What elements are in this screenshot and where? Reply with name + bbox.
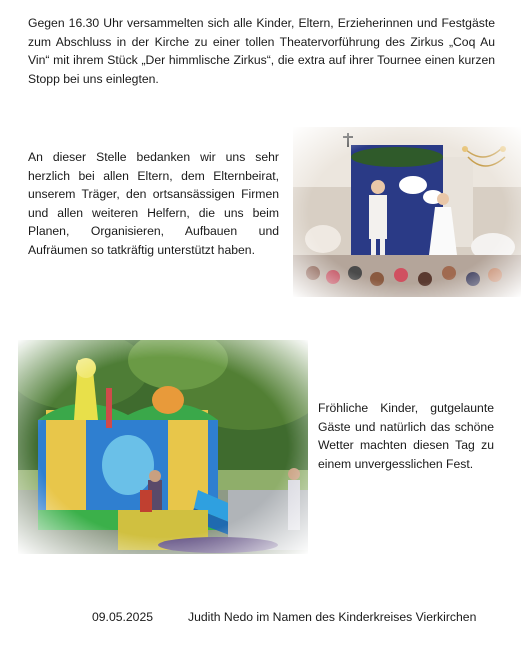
footer-date: 09.05.2025 [92, 610, 153, 624]
church-theater-photo [293, 127, 521, 297]
footer [92, 610, 476, 624]
thanks-paragraph: An dieser Stelle bedanken wir uns sehr herzlich bei allen Eltern, dem Elternbeirat, unserem Träger, den ortsansässigen Firmen und allen weiteren Helfern, die uns beim Planen, Organisieren, Aufbauen und Aufräumen so tatkräftig unterstützt haben. [28, 150, 279, 257]
intro-paragraph: Gegen 16.30 Uhr versammelten sich alle Kinder, Eltern, Erzieherinnen und Festgäste zum Abschluss in der Kirche zu einer tollen Theatervorführung des Zirkus „Coq Au Vin“ mit ihrem Stück „Der himmlische Zirkus“, die extra auf ihrer Tournee einen kurzen Stopp bei uns einlegten. [28, 16, 495, 86]
bouncy-castle-photo [18, 340, 308, 554]
closing-paragraph: Fröhliche Kinder, gutgelaunte Gäste und natürlich das schöne Wetter machten diesen Tag zu einem unvergesslichen Fest. [318, 401, 494, 471]
footer-author: Judith Nedo im Namen des Kinderkreises Vierkirchen [188, 610, 477, 624]
